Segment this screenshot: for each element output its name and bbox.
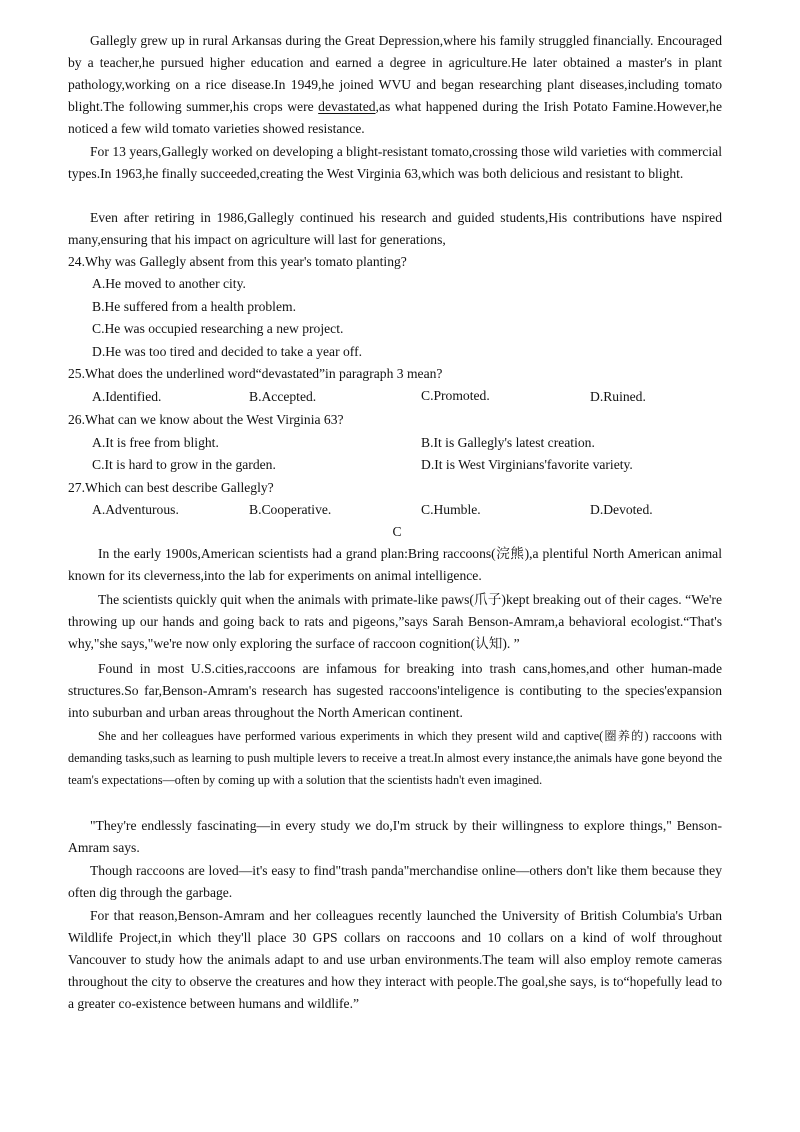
- passage-c-paragraph-6: Though raccoons are loved—it's easy to find"trash panda"merchandise online—others don't like them because they often dig through the garbage.: [68, 863, 722, 900]
- passage-c-paragraph-1: In the early 1900s,American scientists had a grand plan:Bring raccoons(浣熊),a plentiful North American animal known for its cleverness,into the lab for experiments on animal intelligence.: [68, 546, 722, 583]
- text-run: Gallegly grew up in rural Arkansas during the Great Depression,where his family struggled financially. Encouraged by a teacher,he pursued higher education and earned a degree in agriculture.He later obtained a master's in plant pathology,working on a rice disease.In 1949,he joined WVU and began researching plant diseases,including tomato blight.The following summer,his crops were: [68, 33, 722, 114]
- question-26-option-c: C.It is hard to grow in the garden.: [92, 457, 276, 472]
- question-27-option-d: D.Devoted.: [590, 502, 653, 517]
- passage-c-paragraph-7: For that reason,Benson-Amram and her colleagues recently launched the University of British Columbia's Urban Wildlife Project,in which they'll place 30 GPS collars on raccoons and 10 collars on a kind of wolf throughout Vancouver to study how the animals adapt to and use urban environments.The team will also employ remote cameras throughout the city to observe the creatures and how they interact with people.The goal,she says, is to“hopefully lead to a greater co-existence between humans and wildlife.”: [68, 908, 722, 1011]
- question-27-option-c: C.Humble.: [421, 502, 481, 517]
- question-26-option-d: D.It is West Virginians'favorite variety.: [421, 457, 633, 472]
- question-25-option-c: C.Promoted.: [421, 388, 490, 403]
- passage-c-paragraph-4: She and her colleagues have performed various experiments in which they present wild and captive(圈养的) raccoons with demanding tasks,such as learning to push multiple levers to receive a treat.In almost every instance,the animals have gone beyond the team's expectations—often by coming up with a solution that the scientists hadn't even imagined.: [68, 729, 722, 787]
- question-27-stem: 27.Which can best describe Gallegly?: [68, 480, 274, 495]
- question-25-option-d: D.Ruined.: [590, 389, 646, 404]
- section-heading-c: C: [392, 524, 402, 539]
- question-26-option-a: A.It is free from blight.: [92, 435, 219, 450]
- passage-c-paragraph-2: The scientists quickly quit when the animals with primate-like paws(爪子)kept breaking out of their cages. “We're throwing up our hands and going back to rats and pigeons,”says Sarah Benson-Amram,a behavioral ecologist.“That's why,"she says,"we're now only exploring the surface of raccoon cognition(认知). ”: [68, 592, 722, 651]
- passage-b-paragraph-1: [68, 30, 722, 140]
- question-24-option-c: C.He was occupied researching a new project.: [92, 321, 344, 336]
- question-25-option-b: B.Accepted.: [249, 389, 317, 404]
- question-27-option-a: A.Adventurous.: [92, 502, 179, 517]
- question-24-option-b: B.He suffered from a health problem.: [92, 299, 296, 314]
- passage-b-paragraph-2: For 13 years,Gallegly worked on developing a blight-resistant tomato,crossing those wild varieties with commercial types.In 1963,he finally succeeded,creating the West Virginia 63,which was both delicious and resistant to blight.: [68, 144, 722, 181]
- question-26-option-b: B.It is Gallegly's latest creation.: [421, 435, 595, 450]
- question-24-option-a: A.He moved to another city.: [92, 276, 246, 291]
- passage-b-paragraph-3: Even after retiring in 1986,Gallegly continued his research and guided students,His contributions have nspired many,ensuring that his impact on agriculture will last for generations,: [68, 210, 722, 247]
- question-24-stem: 24.Why was Gallegly absent from this year's tomato planting?: [68, 254, 407, 269]
- passage-c-paragraph-5: "They're endlessly fascinating—in every study we do,I'm struck by their willingness to explore things," Benson-Amram says.: [68, 818, 722, 855]
- passage-c-paragraph-3: Found in most U.S.cities,raccoons are infamous for breaking into trash cans,homes,and other human-made structures.So far,Benson-Amram's research has sugested raccoons'inteligence is contibuting to the species'expansion into suburban and urban areas throughout the North American continent.: [68, 661, 722, 720]
- underlined-word: devastated: [318, 99, 376, 114]
- text-run: ,as what happened during the Irish Potato Famine.However,he noticed a few wild tomato varieties showed resistance.: [68, 99, 722, 136]
- question-25-stem: 25.What does the underlined word“devastated”in paragraph 3 mean?: [68, 366, 443, 381]
- question-24-option-d: D.He was too tired and decided to take a year off.: [92, 344, 363, 359]
- question-25-option-a: A.Identified.: [92, 389, 162, 404]
- question-26-stem: 26.What can we know about the West Virginia 63?: [68, 412, 344, 427]
- question-27-option-b: B.Cooperative.: [249, 502, 332, 517]
